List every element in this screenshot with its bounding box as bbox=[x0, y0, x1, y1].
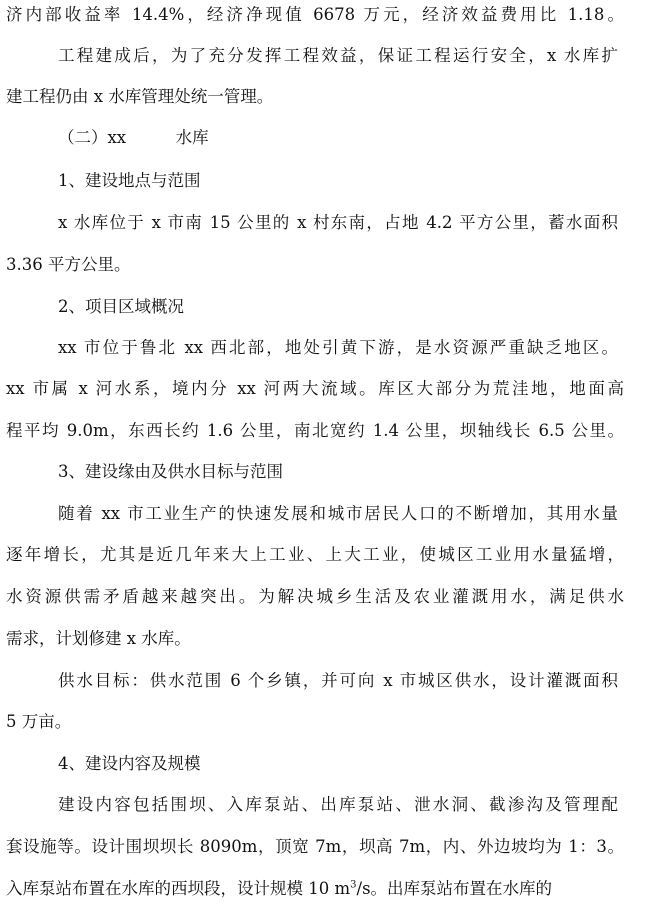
text-line-2: 工程建成后，为了充分发挥工程效益，保证工程运行安全，x 水库扩 bbox=[58, 46, 618, 65]
subheading-region: 2、项目区域概况 bbox=[58, 297, 184, 316]
text-line-10: xx 市属 x 河水系，境内分 xx 河两大流域。库区大部分为荒洼地，地面高 bbox=[6, 379, 624, 398]
section-heading-2: （二）xx 水库 bbox=[58, 128, 209, 147]
text-line-3: 建工程仍由 x 水库管理处统一管理。 bbox=[6, 87, 274, 106]
superscript-3: 3 bbox=[350, 879, 357, 891]
text-line-18: 5 万亩。 bbox=[6, 712, 72, 731]
text-line-22-a: 入库泵站布置在水库的西坝段，设计规模 10 m bbox=[6, 879, 351, 898]
text-line-22-b: /s。出库泵站布置在水库的 bbox=[356, 879, 553, 898]
text-line-7: 3.36 平方公里。 bbox=[6, 255, 131, 274]
subheading-location: 1、建设地点与范围 bbox=[58, 171, 201, 190]
text-line-14: 逐年增长，尤其是近几年来大上工业、上大工业，使城区工业用水量猛增， bbox=[6, 545, 624, 564]
text-line-6: x 水库位于 x 市南 15 公里的 x 村东南，占地 4.2 平方公里，蓄水面积 bbox=[58, 213, 618, 232]
text-line-11: 程平均 9.0m，东西长约 1.6 公里，南北宽约 1.4 公里，坝轴线长 6.5 公里。 bbox=[6, 421, 624, 440]
text-line-20: 建设内容包括围坝、入库泵站、出库泵站、泄水洞、截渗沟及管理配 bbox=[58, 795, 618, 814]
text-line-17: 供水目标：供水范围 6 个乡镇，并可向 x 市城区供水，设计灌溉面积 bbox=[58, 671, 618, 690]
text-line-21: 套设施等。设计围坝坝长 8090m，顶宽 7m，坝高 7m，内、外边坡均为 1：3。 bbox=[6, 837, 624, 856]
text-line-16: 需求，计划修建 x 水库。 bbox=[6, 629, 191, 648]
text-line-15: 水资源供需矛盾越来越突出。为解决城乡生活及农业灌溉用水，满足供水 bbox=[6, 587, 624, 606]
text-line-13: 随着 xx 市工业生产的快速发展和城市居民人口的不断增加，其用水量 bbox=[58, 504, 618, 523]
subheading-reason: 3、建设缘由及供水目标与范围 bbox=[58, 462, 283, 481]
subheading-content: 4、建设内容及规模 bbox=[58, 754, 201, 773]
text-line-1: 济内部收益率 14.4%，经济净现值 6678 万元，经济效益费用比 1.18。 bbox=[6, 5, 624, 24]
text-line-22 bbox=[0, 874, 645, 904]
text-line-9: xx 市位于鲁北 xx 西北部，地处引黄下游，是水资源严重缺乏地区。 bbox=[58, 338, 618, 357]
